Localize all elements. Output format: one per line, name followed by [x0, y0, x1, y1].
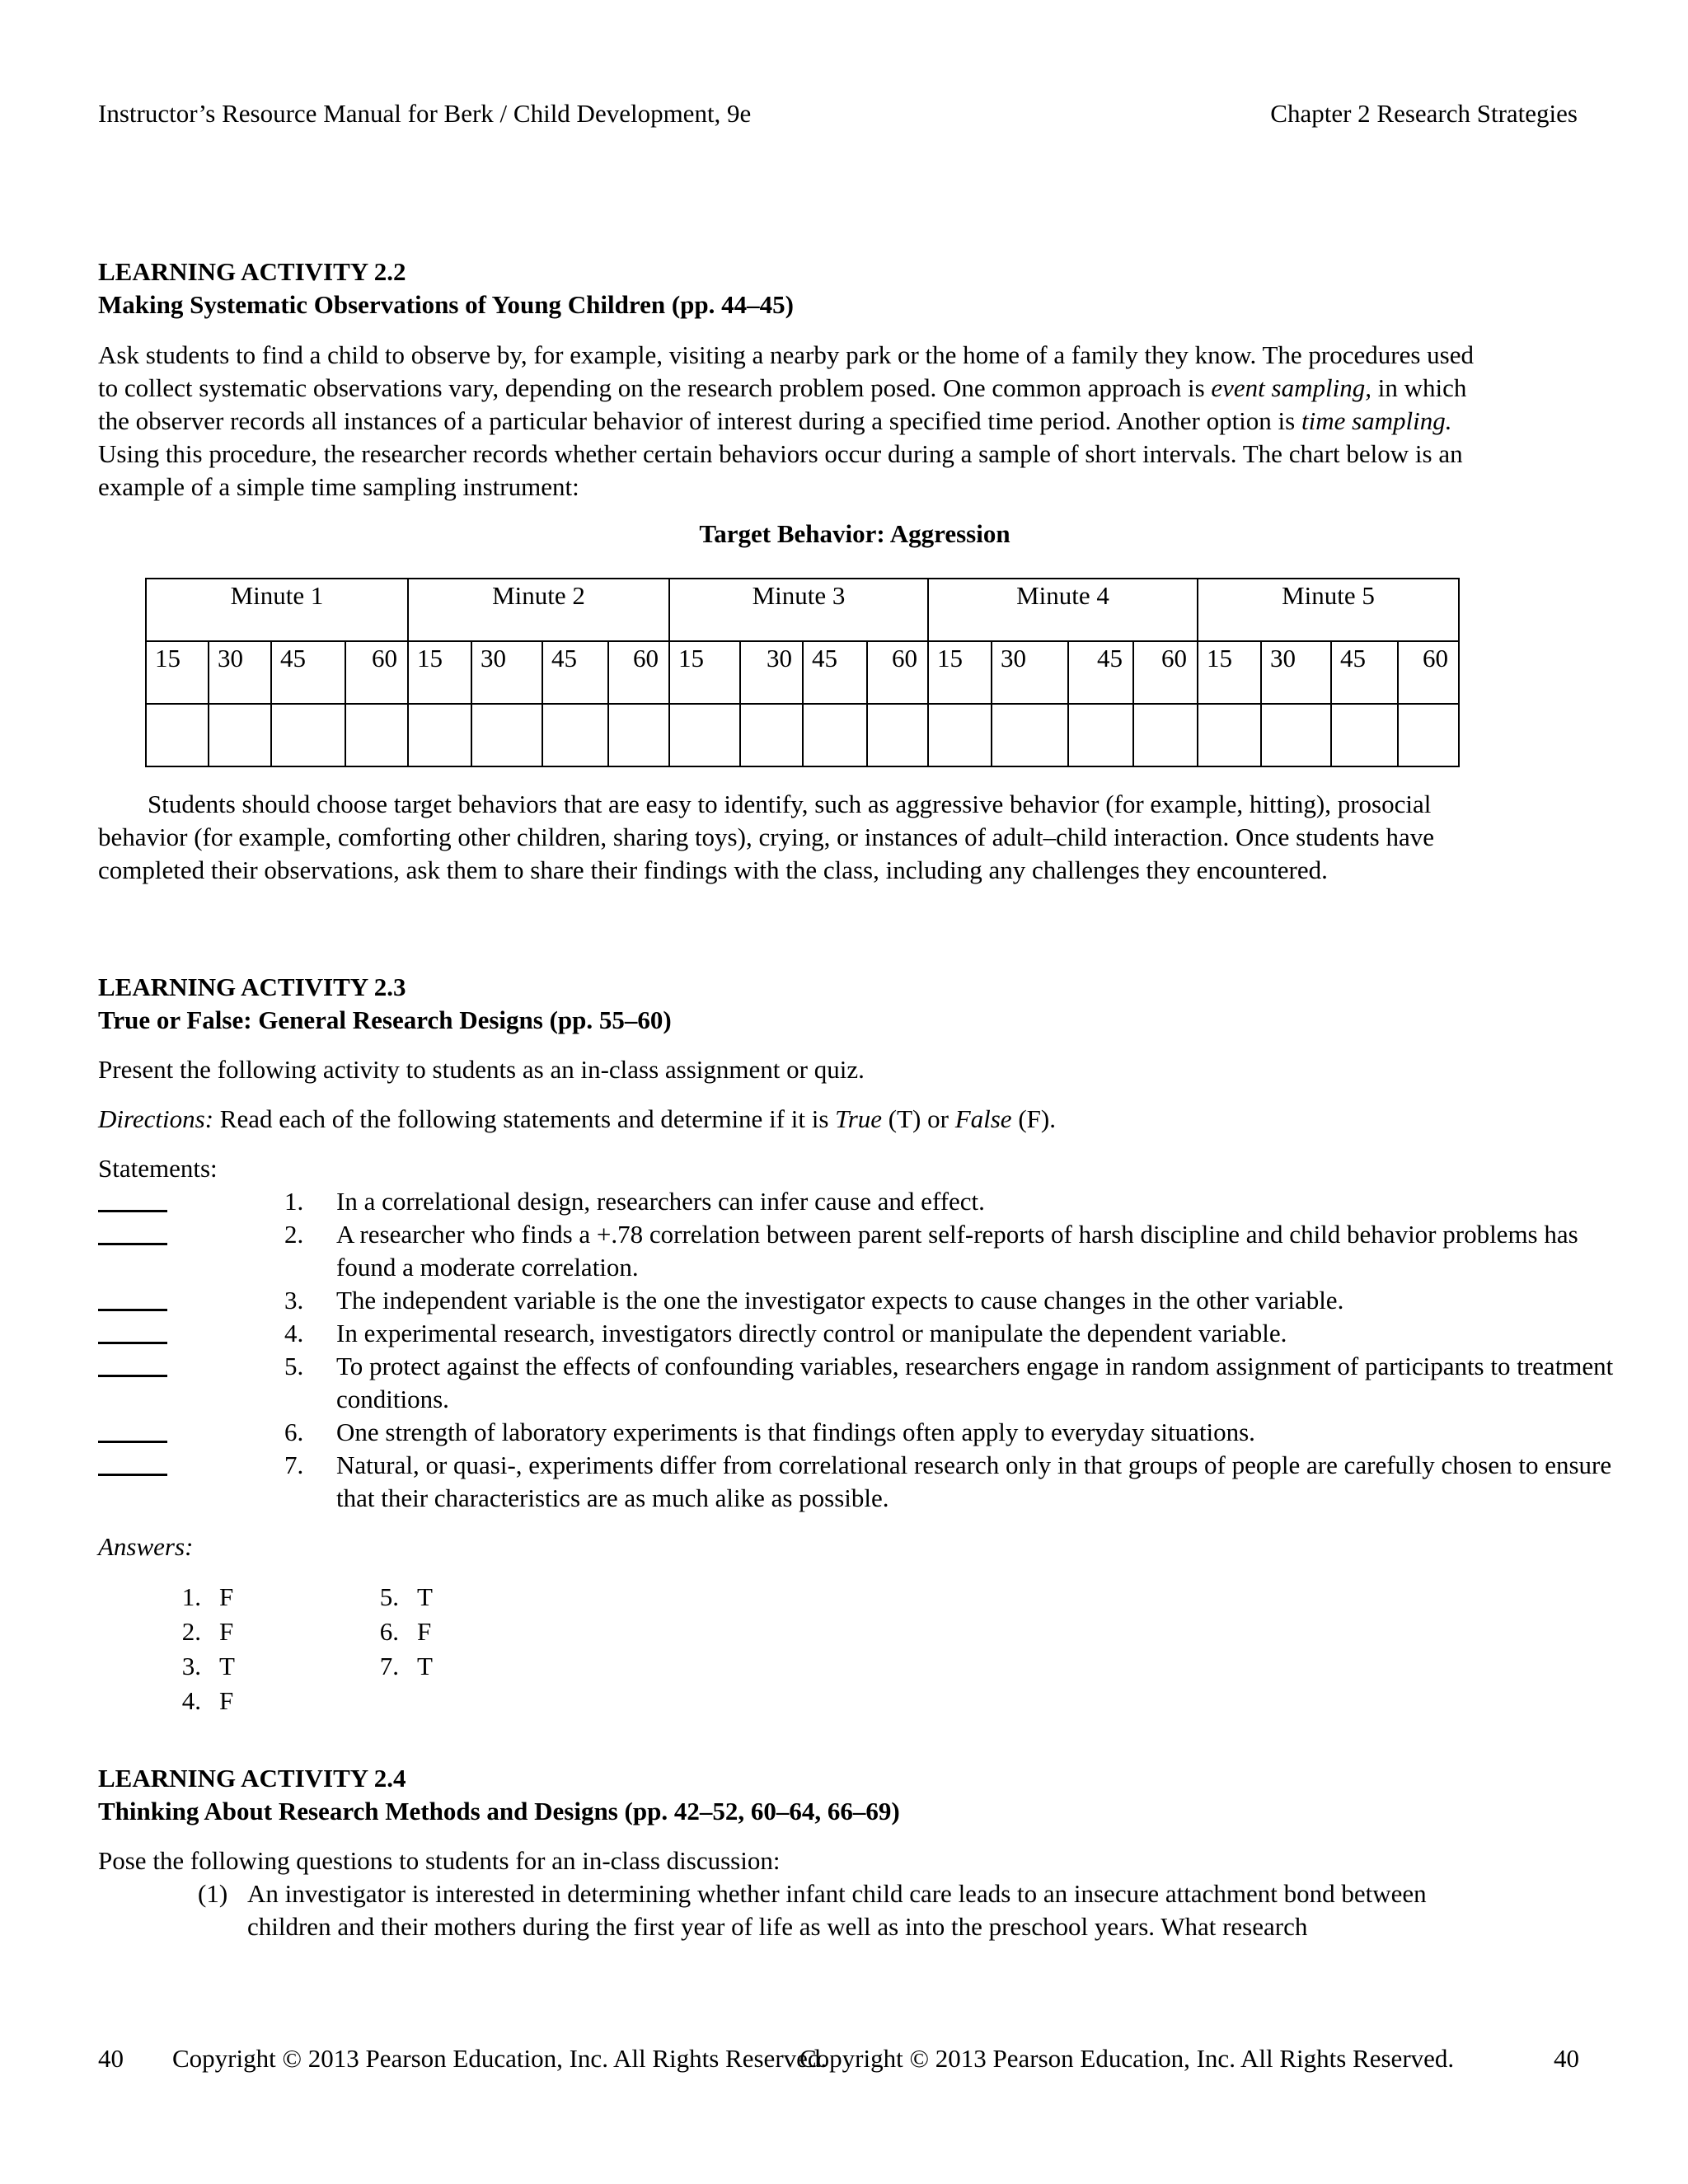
- header-right: Chapter 2 Research Strategies: [1270, 99, 1578, 128]
- seconds-cell: 45: [271, 641, 345, 704]
- seconds-cell: 30: [1261, 641, 1331, 704]
- activity-2-3-title: True or False: General Research Designs (pp. 55–60): [98, 1005, 672, 1034]
- seconds-cell: 15: [1198, 641, 1261, 704]
- activity-2-3-intro: Present the following activity to students as an in-class assignment or quiz.: [98, 1055, 865, 1084]
- record-cell[interactable]: [1133, 704, 1198, 766]
- record-cell[interactable]: [146, 704, 209, 766]
- answers-label: Answers:: [98, 1532, 194, 1561]
- answer-item: 2. F: [181, 1617, 234, 1646]
- activity-2-2-title: Making Systematic Observations of Young Children (pp. 44–45): [98, 290, 794, 319]
- seconds-cell: 30: [471, 641, 542, 704]
- record-cell[interactable]: [803, 704, 867, 766]
- seconds-cell: 30: [209, 641, 271, 704]
- seconds-cell: 60: [345, 641, 408, 704]
- activity-2-4-title: Thinking About Research Methods and Designs (pp. 42–52, 60–64, 66–69): [98, 1797, 900, 1825]
- minute-header-row: [146, 579, 1459, 641]
- record-cell[interactable]: [992, 704, 1068, 766]
- answer-blank[interactable]: [98, 1441, 167, 1443]
- record-row: [146, 704, 1459, 766]
- minute-cell: Minute 5: [1198, 579, 1459, 641]
- answer-item: 3. T: [181, 1652, 235, 1680]
- minute-cell: Minute 3: [669, 579, 928, 641]
- page-number-left: 40: [98, 2044, 124, 2073]
- record-cell[interactable]: [471, 704, 542, 766]
- seconds-cell: 15: [669, 641, 740, 704]
- minute-cell: Minute 1: [146, 579, 408, 641]
- record-cell[interactable]: [1398, 704, 1459, 766]
- seconds-cell: 45: [542, 641, 608, 704]
- seconds-cell: 30: [740, 641, 803, 704]
- seconds-cell: 15: [146, 641, 209, 704]
- activity-2-3-label: LEARNING ACTIVITY 2.3: [98, 972, 406, 1001]
- seconds-cell: 45: [803, 641, 867, 704]
- record-cell[interactable]: [271, 704, 345, 766]
- answer-item: 5. T: [379, 1582, 433, 1611]
- answer-blank[interactable]: [98, 1474, 167, 1476]
- seconds-cell: 15: [928, 641, 992, 704]
- seconds-cell: 60: [1133, 641, 1198, 704]
- statements-label: Statements:: [98, 1154, 218, 1183]
- seconds-cell: 15: [408, 641, 471, 704]
- term-event-sampling: event sampling,: [1211, 373, 1372, 402]
- seconds-cell: 60: [608, 641, 669, 704]
- seconds-cell: 30: [992, 641, 1068, 704]
- record-cell[interactable]: [608, 704, 669, 766]
- term-time-sampling: time sampling.: [1301, 406, 1452, 435]
- record-cell[interactable]: [1198, 704, 1261, 766]
- answer-blank[interactable]: [98, 1342, 167, 1344]
- seconds-cell: 45: [1068, 641, 1133, 704]
- chart-title: Target Behavior: Aggression: [699, 519, 1010, 548]
- answer-item: 4. F: [181, 1686, 234, 1715]
- answer-item: 7. T: [379, 1652, 433, 1680]
- page-number-right: 40: [1554, 2044, 1579, 2073]
- answer-blank[interactable]: [98, 1375, 167, 1377]
- seconds-cell: 60: [1398, 641, 1459, 704]
- activity-2-4-label: LEARNING ACTIVITY 2.4: [98, 1764, 406, 1793]
- seconds-cell: 60: [867, 641, 928, 704]
- seconds-row: [146, 641, 1459, 704]
- minute-cell: Minute 4: [928, 579, 1198, 641]
- record-cell[interactable]: [1068, 704, 1133, 766]
- activity-2-3-directions: Directions: Read each of the following statements and determine if it is True (T) or False (F).: [98, 1104, 1056, 1133]
- record-cell[interactable]: [408, 704, 471, 766]
- copyright-notice: Copyright © 2013 Pearson Education, Inc. All Rights Reserved.: [172, 2044, 828, 2073]
- minute-cell: Minute 2: [408, 579, 669, 641]
- record-cell[interactable]: [867, 704, 928, 766]
- record-cell[interactable]: [669, 704, 740, 766]
- answer-blank[interactable]: [98, 1210, 167, 1212]
- record-cell[interactable]: [928, 704, 992, 766]
- record-cell[interactable]: [1331, 704, 1398, 766]
- record-cell[interactable]: [1261, 704, 1331, 766]
- answer-item: 1. F: [181, 1582, 234, 1611]
- answer-blank[interactable]: [98, 1309, 167, 1311]
- activity-2-4-intro: Pose the following questions to students for an in-class discussion:: [98, 1846, 781, 1875]
- time-sampling-table: [145, 578, 1460, 767]
- seconds-cell: 45: [1331, 641, 1398, 704]
- answer-item: 6. F: [379, 1617, 432, 1646]
- activity-2-2-followup: Students should choose target behaviors that are easy to identify, such as aggressive behavior (for example, hitting), prosocial behavior (for example, comforting other children, sharing toys), crying, or instances of adult–child interaction. Once students have completed their observations, ask them to share their findings with the class, including any challenges they encountered.: [98, 790, 1434, 884]
- record-cell[interactable]: [542, 704, 608, 766]
- record-cell[interactable]: [209, 704, 271, 766]
- record-cell[interactable]: [345, 704, 408, 766]
- copyright-notice: Copyright © 2013 Pearson Education, Inc. All Rights Reserved.: [799, 2044, 1455, 2073]
- header-left: Instructor’s Resource Manual for Berk / Child Development, 9e: [98, 99, 752, 128]
- activity-2-2-intro: Ask students to find a child to observe by, for example, visiting a nearby park or the home of a family they know. The procedures used to collect systematic observations vary, depending on the research problem posed. One common approach is event sampling, in which the observer records all instances of a particular behavior of interest during a specified time period. Another option is time sampling. Using this procedure, the researcher records whether certain behaviors occur during a sample of short intervals. The chart below is an example of a simple time sampling instrument:: [98, 340, 1474, 501]
- record-cell[interactable]: [740, 704, 803, 766]
- answer-blank[interactable]: [98, 1243, 167, 1245]
- activity-2-2-label: LEARNING ACTIVITY 2.2: [98, 257, 406, 286]
